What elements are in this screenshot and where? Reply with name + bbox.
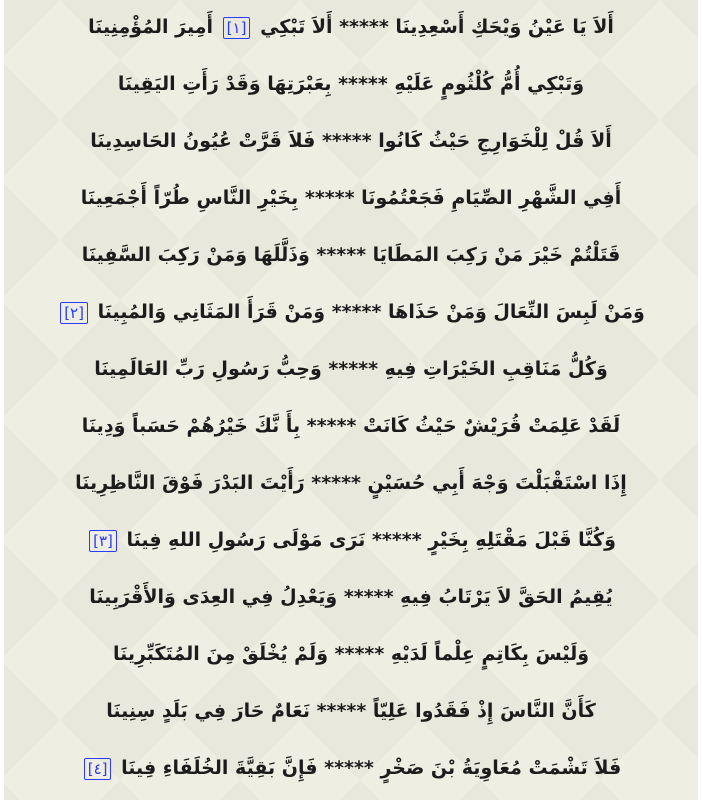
verse-line	[14, 634, 688, 674]
verse-line	[14, 748, 688, 788]
verse-line	[14, 7, 688, 47]
verse-line	[14, 520, 688, 560]
verse-line	[14, 349, 688, 389]
verse-text: وَكُلُّ مَنَاقِبِ الخَيْرَاتِ فِيهِ ***** وَحِبُّ رَسُولِ رَبِّ العَالَمِينَا	[94, 358, 608, 380]
verse-line	[14, 64, 688, 104]
footnote-link[interactable]: [٢]	[60, 302, 88, 324]
verse-text: لَقَدْ عَلِمَتْ قُرَيْشٌ حَيْثُ كَانَتْ ***** بِأَ نَّكَ خَيْرُهُمْ حَسَباً وَدِينَا	[81, 415, 621, 437]
page-border-right	[698, 0, 702, 800]
verse-text: وَكُنَّا قَبْلَ مَقْتَلِهِ بِخَيْرٍ ***** نَرَى مَوْلَى رَسُولِ اللهِ فِينَا	[126, 529, 616, 551]
verse-text: أَفِي الشَّهْرِ الصِّيَامِ فَجَعْتُمُونَا ***** بِخَيْرِ النَّاسِ طُرّاً أَجْمَعِينَا	[80, 187, 622, 209]
verse-text: وَمَنْ لَبِسَ النِّعَالَ وَمَنْ حَذَاهَا ***** وَمَنْ قَرَأَ المَثَانِي وَالمُبِينَا	[97, 301, 645, 323]
verse-text: وَتَبْكِي أُمُّ كُلْثُومٍ عَلَيْهِ ***** بِعَبْرَتِهَا وَقَدْ رَأَتِ اليَقِينَا	[117, 73, 585, 95]
verse-text: قَتَلْتُمْ خَيْرَ مَنْ رَكِبَ المَطَايَا ***** وَذَلَّلَهَا وَمَنْ رَكِبَ السَّفِينَا	[81, 244, 621, 266]
verse-text: وَلَيْسَ بِكَاتِمٍ عِلْماً لَدَيْهِ ***** وَلَمْ يُخْلَقْ مِنَ المُتَكَبِّرِينَا	[112, 643, 590, 665]
verse-text: يُقِيمُ الحَقَّ لاَ يَرْتَابُ فِيهِ ***** وَيَعْدِلُ فِي العِدَى وَالأَقْرَبِينَا	[89, 586, 613, 608]
verse-line	[14, 463, 688, 503]
footnote-link[interactable]: [١]	[223, 17, 251, 39]
verse-line	[14, 577, 688, 617]
verse-line	[14, 406, 688, 446]
verse-line	[14, 121, 688, 161]
verse-text-end: أَمِيرَ المُؤْمِنِينَا	[88, 16, 214, 38]
poem-text	[14, 0, 688, 800]
footnote-link[interactable]: [٣]	[89, 530, 117, 552]
verse-text: أَلاَ قُلْ لِلْخَوَارِجِ حَيْثُ كَانُوا ***** فَلاَ قَرَّتْ عُيُونُ الحَاسِدِينَا	[90, 130, 612, 152]
verse-text: فَلاَ تَشْمَتْ مُعَاوِيَةُ بْنَ صَخْرٍ ***** فَإِنَّ بَقِيَّةَ الخُلَفَاءِ فِينَا	[121, 757, 622, 779]
page-border-left	[0, 0, 4, 800]
verse-text: إِذَا اسْتَقْبَلْتَ وَجْهَ أَبِي حُسَيْنٍ ***** رَأَيْتَ البَدْرَ فَوْقَ النَّاظِرِينَا	[75, 472, 627, 494]
verse-text: كَأَنَّ النَّاسَ إِذْ فَقَدُوا عَلِيّاً ***** نَعَامٌ حَارَ فِي بَلَدٍ سِنِينَا	[106, 700, 596, 722]
verse-line	[14, 691, 688, 731]
footnote-link[interactable]: [٤]	[84, 758, 112, 780]
verse-text: أَلاَ يَا عَيْنُ وَيْحَكِ أَسْعِدِينَا ***** أَلاَ تَبْكِي	[260, 16, 614, 38]
verse-line	[14, 292, 688, 332]
verse-line	[14, 178, 688, 218]
verse-line	[14, 235, 688, 275]
